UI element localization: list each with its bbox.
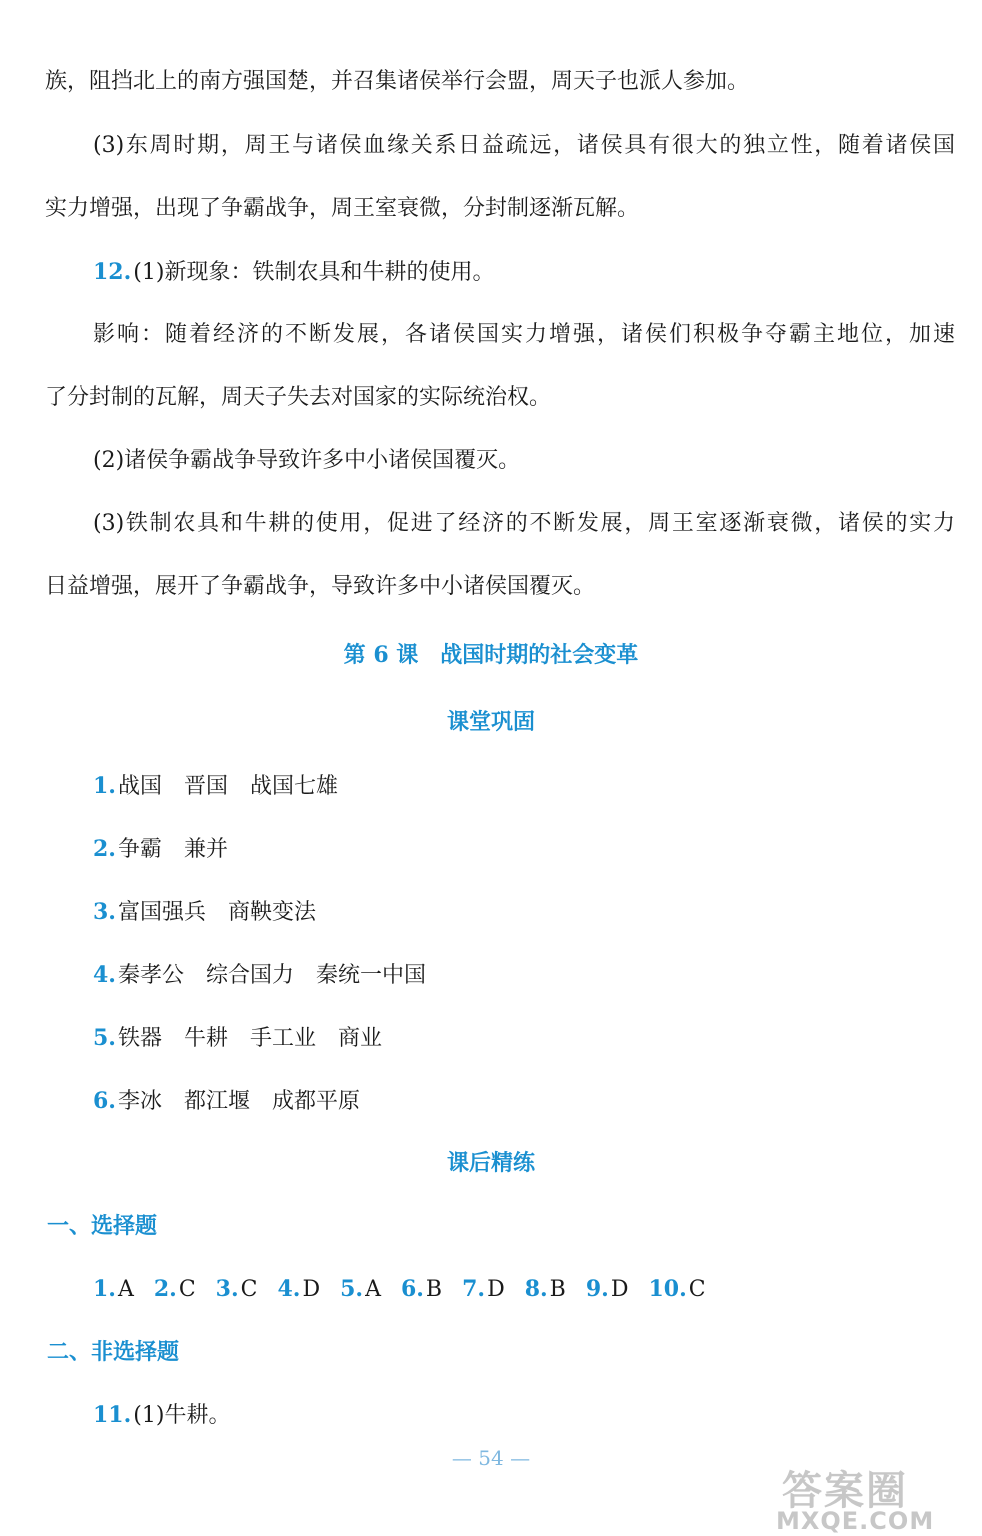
section-heading-practice: 课后精练 (446, 1150, 535, 1176)
choice-number: 3. (215, 1276, 239, 1302)
item-number: 1. (93, 773, 116, 799)
answer-line: (3)铁制农具和牛耕的使用，促进了经济的不断发展，周王室逐渐衰微，诸侯的实力 (93, 511, 955, 536)
choice-answer (586, 1277, 629, 1302)
choice-number: 8. (524, 1276, 548, 1302)
answer-term: 争霸 (117, 837, 162, 862)
choice-answer (648, 1277, 705, 1302)
choice-number: 7. (462, 1276, 486, 1302)
item-number: 3. (93, 899, 116, 925)
choice-number: 4. (277, 1276, 301, 1302)
watermark-logo (752, 1468, 974, 1535)
answer-term: 牛耕 (183, 1026, 228, 1051)
choice-letter: B (425, 1277, 443, 1302)
choice-answer (525, 1277, 566, 1302)
choice-letter: B (549, 1277, 566, 1302)
question-12 (0, 252, 982, 292)
answer-line: 实力增强，出现了争霸战争，周王室衰微，分封制逐渐瓦解。 (45, 196, 640, 221)
answer-term: 李冰 (117, 1089, 162, 1114)
choice-letter: C (240, 1277, 258, 1302)
watermark-cn: 答案圈 (782, 1468, 908, 1514)
item-number: 5. (93, 1025, 116, 1051)
answer-term: 秦统一中国 (316, 963, 427, 988)
answer-term: 铁器 (117, 1026, 162, 1051)
choice-answer (93, 1277, 134, 1302)
choice-answer (340, 1277, 381, 1302)
consolidate-item (0, 1018, 982, 1058)
watermark-en: MXQE.COM (776, 1507, 935, 1535)
choice-letter: C (688, 1277, 706, 1302)
answer-term: 综合国力 (205, 963, 294, 988)
choice-letter: A (365, 1277, 381, 1302)
item-number: 4. (93, 962, 116, 988)
answer-term: 手工业 (250, 1026, 317, 1051)
choice-number: 9. (585, 1276, 609, 1302)
answer-term: 战国七雄 (250, 774, 339, 799)
choice-number: 5. (340, 1276, 364, 1302)
answer-line: 影响：随着经济的不断发展，各诸侯国实力增强，诸侯们积极争夺霸主地位，加速 (93, 322, 955, 347)
consolidate-item (0, 892, 982, 932)
answer-term: 战国 (117, 774, 162, 799)
consolidate-item (0, 766, 982, 806)
choice-heading: 一、选择题 (47, 1213, 158, 1239)
choice-answer (401, 1277, 442, 1302)
lesson-title: 第 6 课 战国时期的社会变革 (343, 642, 639, 668)
page-number: — 54 — (451, 1446, 531, 1470)
choice-answers (0, 1269, 982, 1309)
answer-term: 富国强兵 (117, 900, 206, 925)
answer-term: 成都平原 (272, 1089, 361, 1114)
answer-text: (1)新现象：铁制农具和牛耕的使用。 (133, 260, 495, 285)
question-11 (0, 1395, 982, 1435)
answer-term: 商业 (338, 1026, 383, 1051)
choice-answer (462, 1277, 505, 1302)
choice-letter: C (178, 1277, 196, 1302)
choice-letter: D (302, 1277, 321, 1302)
answer-term: 晋国 (183, 774, 228, 799)
choice-number: 6. (400, 1276, 424, 1302)
answer-term: 兼并 (183, 837, 228, 862)
answer-line: 族，阻挡北上的南方强国楚，并召集诸侯举行会盟，周天子也派人参加。 (45, 69, 750, 94)
consolidate-item (0, 955, 982, 995)
answer-line: 了分封制的瓦解，周天子失去对国家的实际统治权。 (45, 385, 552, 410)
consolidate-item (0, 829, 982, 869)
answer-line: (3)东周时期，周王与诸侯血缘关系日益疏远，诸侯具有很大的独立性，随着诸侯国 (93, 133, 955, 158)
nonchoice-heading: 二、非选择题 (47, 1339, 180, 1365)
question-number: 12. (93, 259, 132, 285)
section-heading-consolidate: 课堂巩固 (446, 709, 535, 735)
answer-text: (1)牛耕。 (133, 1403, 231, 1428)
choice-letter: D (610, 1277, 629, 1302)
choice-answer (277, 1277, 320, 1302)
choice-number: 1. (93, 1276, 116, 1302)
choice-answer (154, 1277, 196, 1302)
answer-term: 商鞅变法 (227, 900, 316, 925)
choice-number: 10. (648, 1276, 687, 1302)
answer-line: 日益增强，展开了争霸战争，导致许多中小诸侯国覆灭。 (45, 574, 596, 599)
item-number: 2. (93, 836, 116, 862)
choice-answer (216, 1277, 258, 1302)
answer-line: (2)诸侯争霸战争导致许多中小诸侯国覆灭。 (93, 448, 521, 473)
choice-number: 2. (153, 1276, 177, 1302)
answer-term: 都江堰 (183, 1089, 250, 1114)
item-number: 6. (93, 1088, 116, 1114)
question-number: 11. (93, 1402, 132, 1428)
consolidate-item (0, 1081, 982, 1121)
choice-letter: D (487, 1277, 505, 1302)
answer-term: 秦孝公 (117, 963, 184, 988)
choice-letter: A (117, 1277, 134, 1302)
